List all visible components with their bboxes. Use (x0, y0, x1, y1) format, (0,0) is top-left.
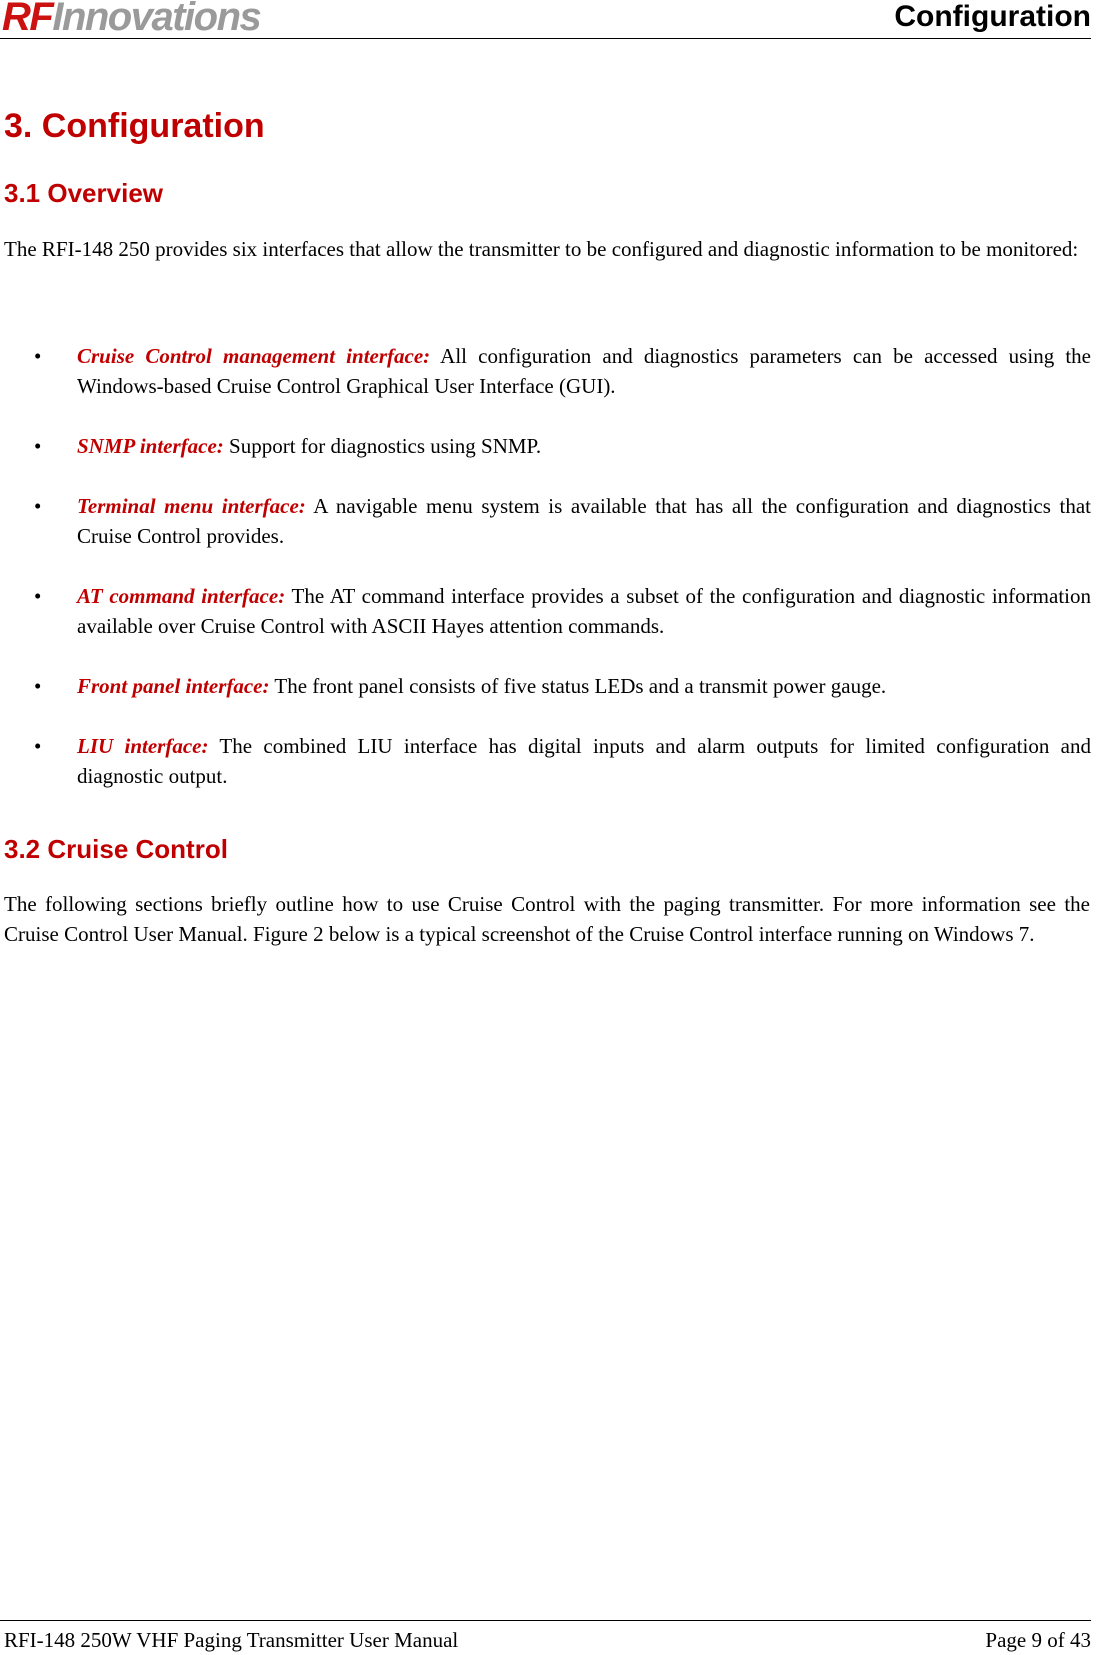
interface-description: The front panel consists of five status LEDs and a transmit power gauge. (274, 674, 887, 698)
header-section-title: Configuration (894, 0, 1091, 33)
chapter-heading: 3. Configuration (4, 107, 265, 145)
list-item (0, 671, 1091, 701)
logo-innovations-text: Innovations (52, 0, 261, 39)
interface-description: The AT command interface provides a subset of the configuration and diagnostic information available over Cruise Control with ASCII Hayes attention commands. (77, 584, 1091, 638)
list-item (0, 431, 1091, 461)
interface-term: Front panel interface: (77, 674, 270, 698)
interface-term: AT command interface: (77, 584, 286, 608)
cruise-control-text: The following sections briefly outline how to use Cruise Control with the paging transmitter. For more information see the Cruise Control User Manual. Figure 2 below is a typical screenshot of the Cruise Control interface running on Windows 7. (4, 892, 1090, 946)
list-item (0, 581, 1091, 641)
bullet-dot-icon: • (34, 674, 42, 698)
interface-term: Cruise Control management interface: (77, 344, 431, 368)
cruise-control-heading: 3.2 Cruise Control (4, 834, 228, 864)
overview-heading: 3.1 Overview (4, 178, 163, 208)
logo-rf-text: RF (2, 0, 53, 39)
interface-term: SNMP interface: (77, 434, 224, 458)
page-footer (0, 1620, 1091, 1652)
interface-description: Support for diagnostics using SNMP. (229, 434, 542, 458)
interfaces-list (0, 341, 1091, 821)
interface-description: All configuration and diagnostics parameters can be accessed using the Windows-based Cruise Control Graphical User Interface (GUI). (77, 344, 1092, 398)
list-item (0, 731, 1091, 791)
overview-intro: The RFI-148 250 provides six interfaces that allow the transmitter to be configured and diagnostic information to be monitored: (4, 237, 1079, 261)
footer-page-number: Page 9 of 43 (985, 1628, 1091, 1652)
bullet-dot-icon: • (34, 344, 42, 368)
interface-description: The combined LIU interface has digital inputs and alarm outputs for limited configuration and diagnostic output. (77, 734, 1091, 788)
interface-term: Terminal menu interface: (77, 494, 306, 518)
page-header (0, 0, 1091, 39)
footer-manual-title: RFI-148 250W VHF Paging Transmitter User Manual (4, 1628, 459, 1652)
bullet-dot-icon: • (34, 584, 42, 608)
rf-innovations-logo (2, 0, 260, 37)
interface-description: A navigable menu system is available that has all the configuration and diagnostics that Cruise Control provides. (77, 494, 1092, 548)
bullet-dot-icon: • (34, 734, 42, 758)
bullet-dot-icon: • (34, 434, 42, 458)
list-item (0, 491, 1091, 551)
interface-term: LIU interface: (77, 734, 209, 758)
bullet-dot-icon: • (34, 494, 42, 518)
list-item (0, 341, 1091, 401)
